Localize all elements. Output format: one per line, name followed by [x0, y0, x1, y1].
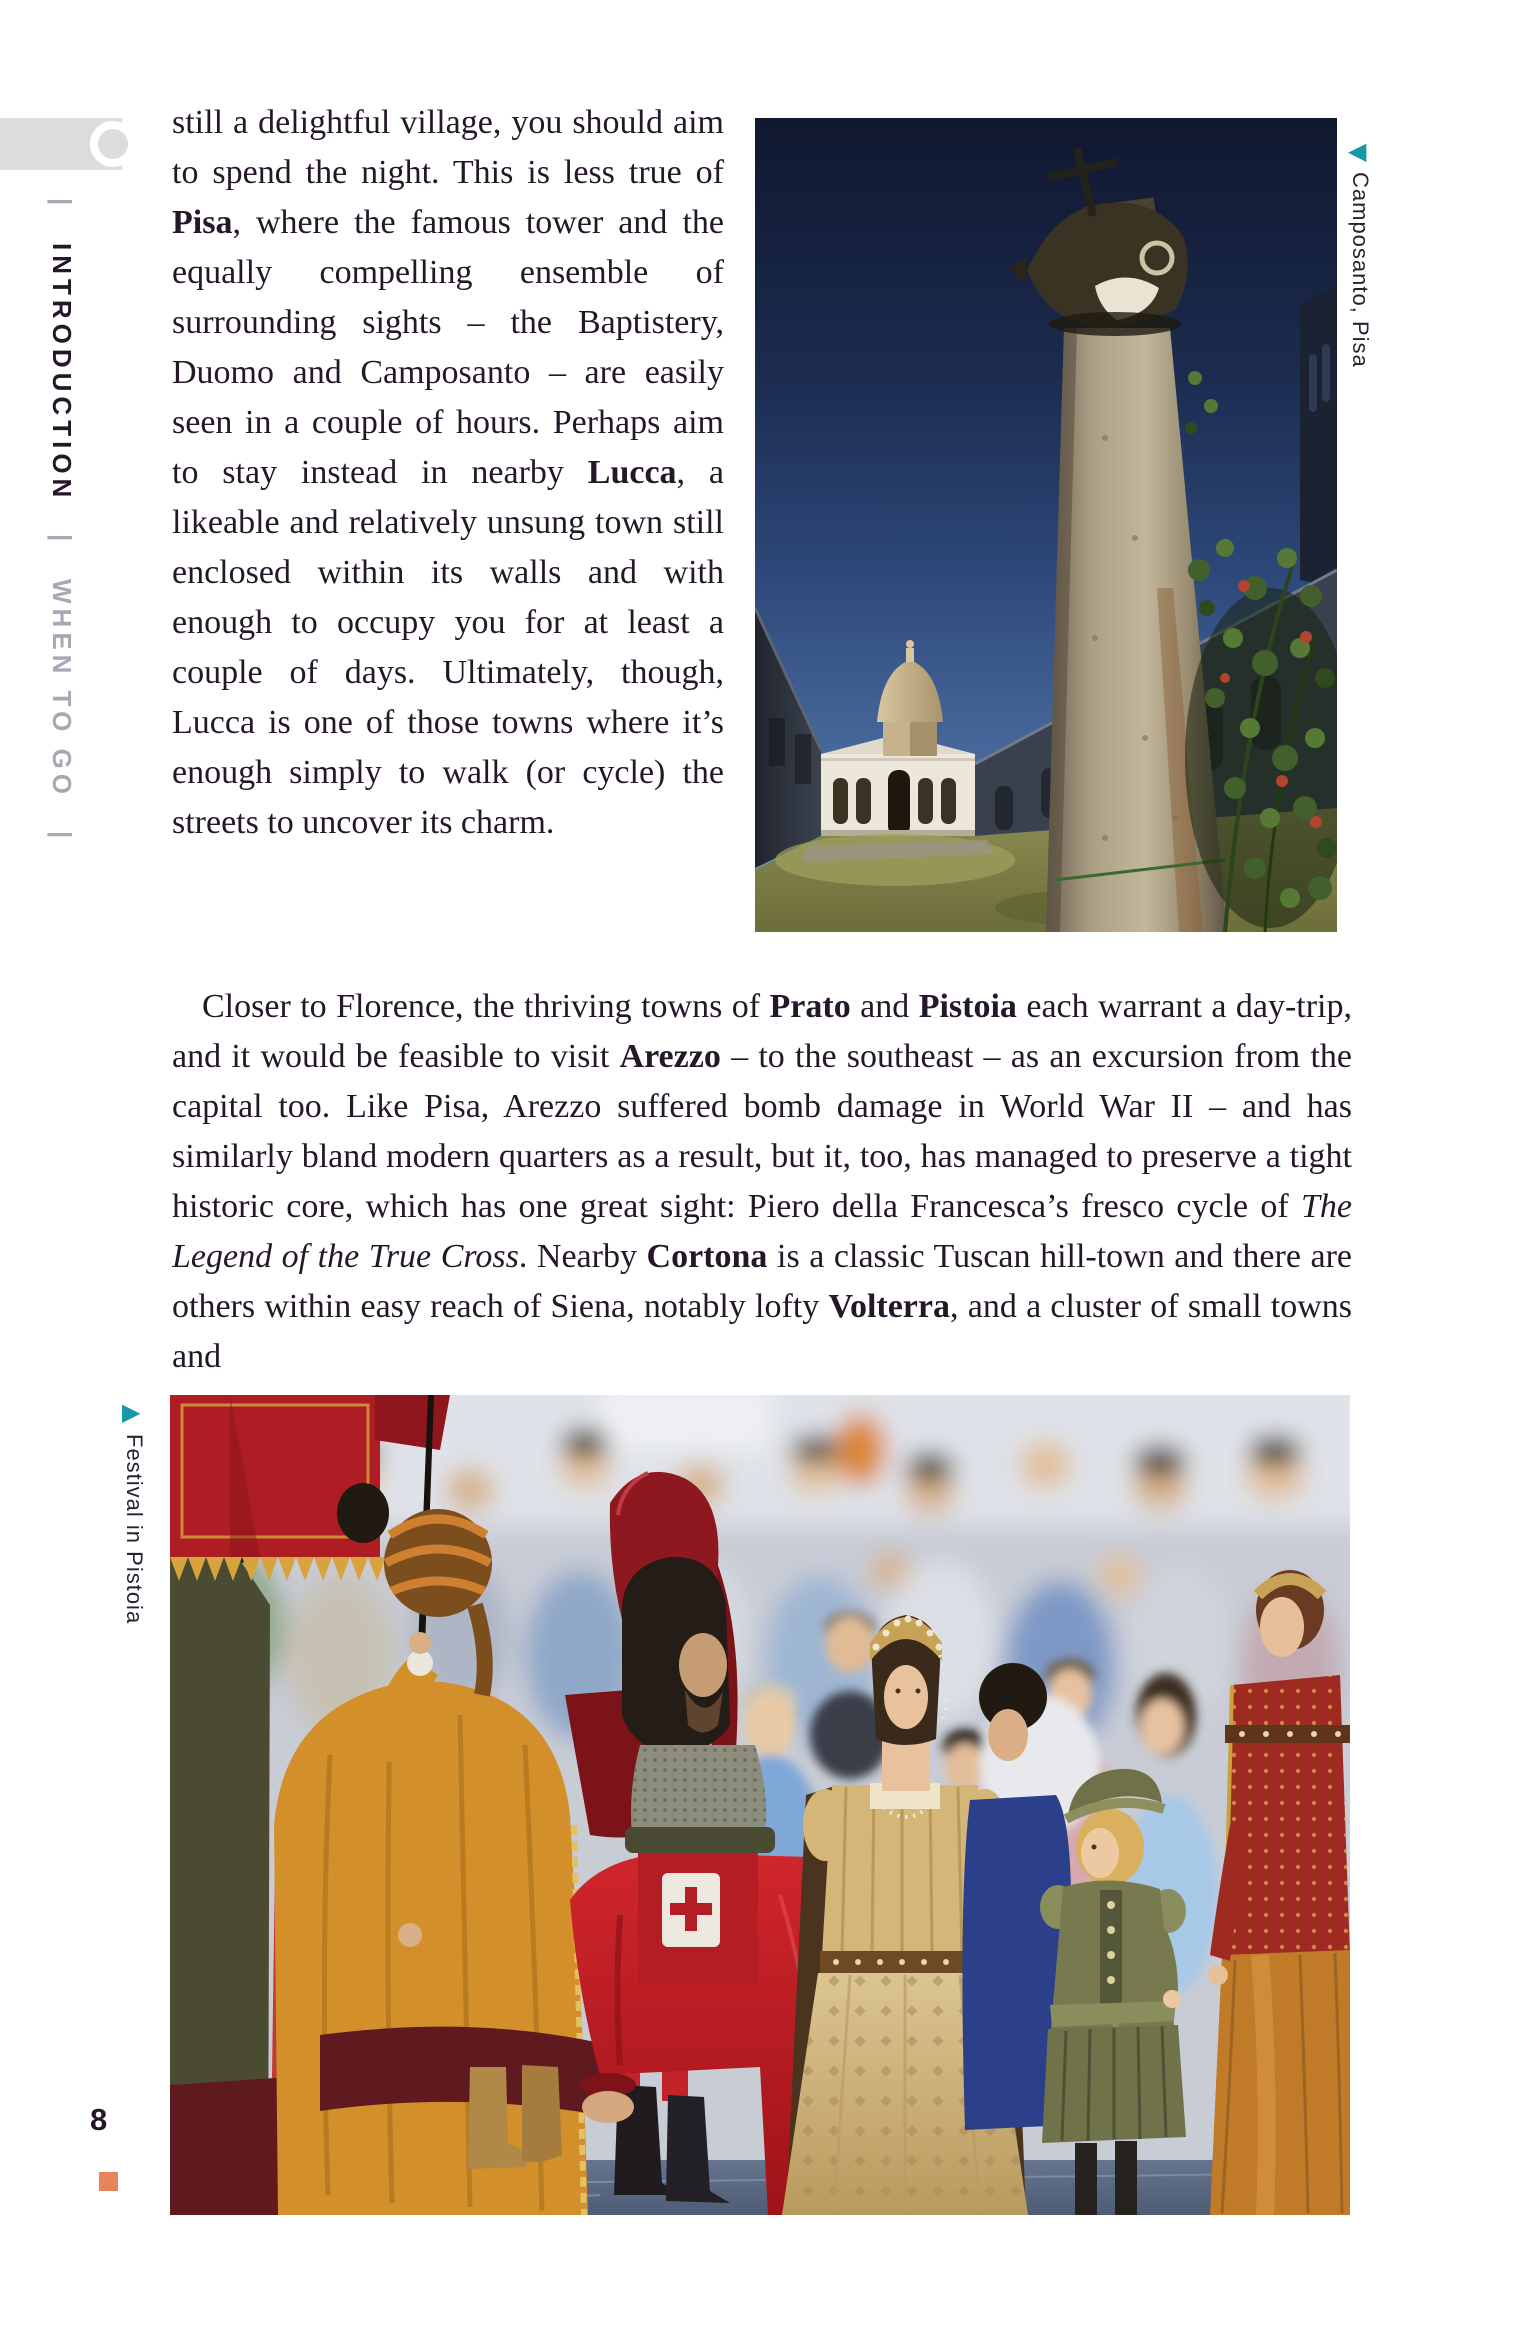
caption-arrow-left-icon: ◀	[1348, 137, 1367, 165]
section-label-when-to-go: WHEN TO GO	[47, 578, 77, 799]
gothic-building	[1300, 286, 1337, 588]
excursions-paragraph: Closer to Florence, the thriving towns of Prato and Pistoia each warrant a day-trip, and it would be feasible to visit Arezzo – to the southeast – as an excursion from the capital too. Like Pisa, Arezzo suffered bomb damage in World War II – and has similarly bland modern quarters as a result, but it, too, has managed to preserve a tight historic core, which has one great sight: Piero della Francesca’s fresco cycle of The Legend of the True Cross. Nearby Cortona is a classic Tuscan hill-town and there are others within easy reach of Siena, notably lofty Volterra, and a cluster of small towns and	[172, 988, 1352, 1375]
section-divider: |	[47, 830, 77, 844]
camposanto-caption: Camposanto, Pisa	[1348, 172, 1373, 368]
festival-photo-art	[170, 1395, 1350, 2215]
section-bar	[46, 188, 77, 853]
intro-paragraph: still a delightful village, you should aim to spend the night. This is less true of Pisa, where the famous tower and the equally compelling ensemble of surrounding sights – the Baptistery, Duomo and Camposanto – are easily seen in a couple of hours. Perhaps aim to stay instead in nearby Lucca, a likeable and relatively unsung town still enclosed within its walls and with enough to occupy you for at least a couple of days. Ultimately, though, Lucca is one of those towns where it’s enough simply to walk (or cycle) the streets to uncover its charm.	[172, 104, 724, 841]
section-label-introduction: INTRODUCTION	[47, 242, 77, 502]
ring-logo-icon	[90, 121, 136, 167]
section-divider: |	[47, 534, 77, 547]
caption-arrow-right-icon: ▶	[122, 1398, 141, 1426]
camposanto-photo	[755, 118, 1337, 932]
page-number: 8	[90, 2102, 108, 2137]
section-divider: |	[47, 198, 77, 211]
festival-caption: Festival in Pistoia	[122, 1434, 147, 1625]
camposanto-photo-art	[755, 118, 1337, 932]
festival-photo	[170, 1395, 1350, 2215]
footer-accent-square	[99, 2172, 118, 2191]
